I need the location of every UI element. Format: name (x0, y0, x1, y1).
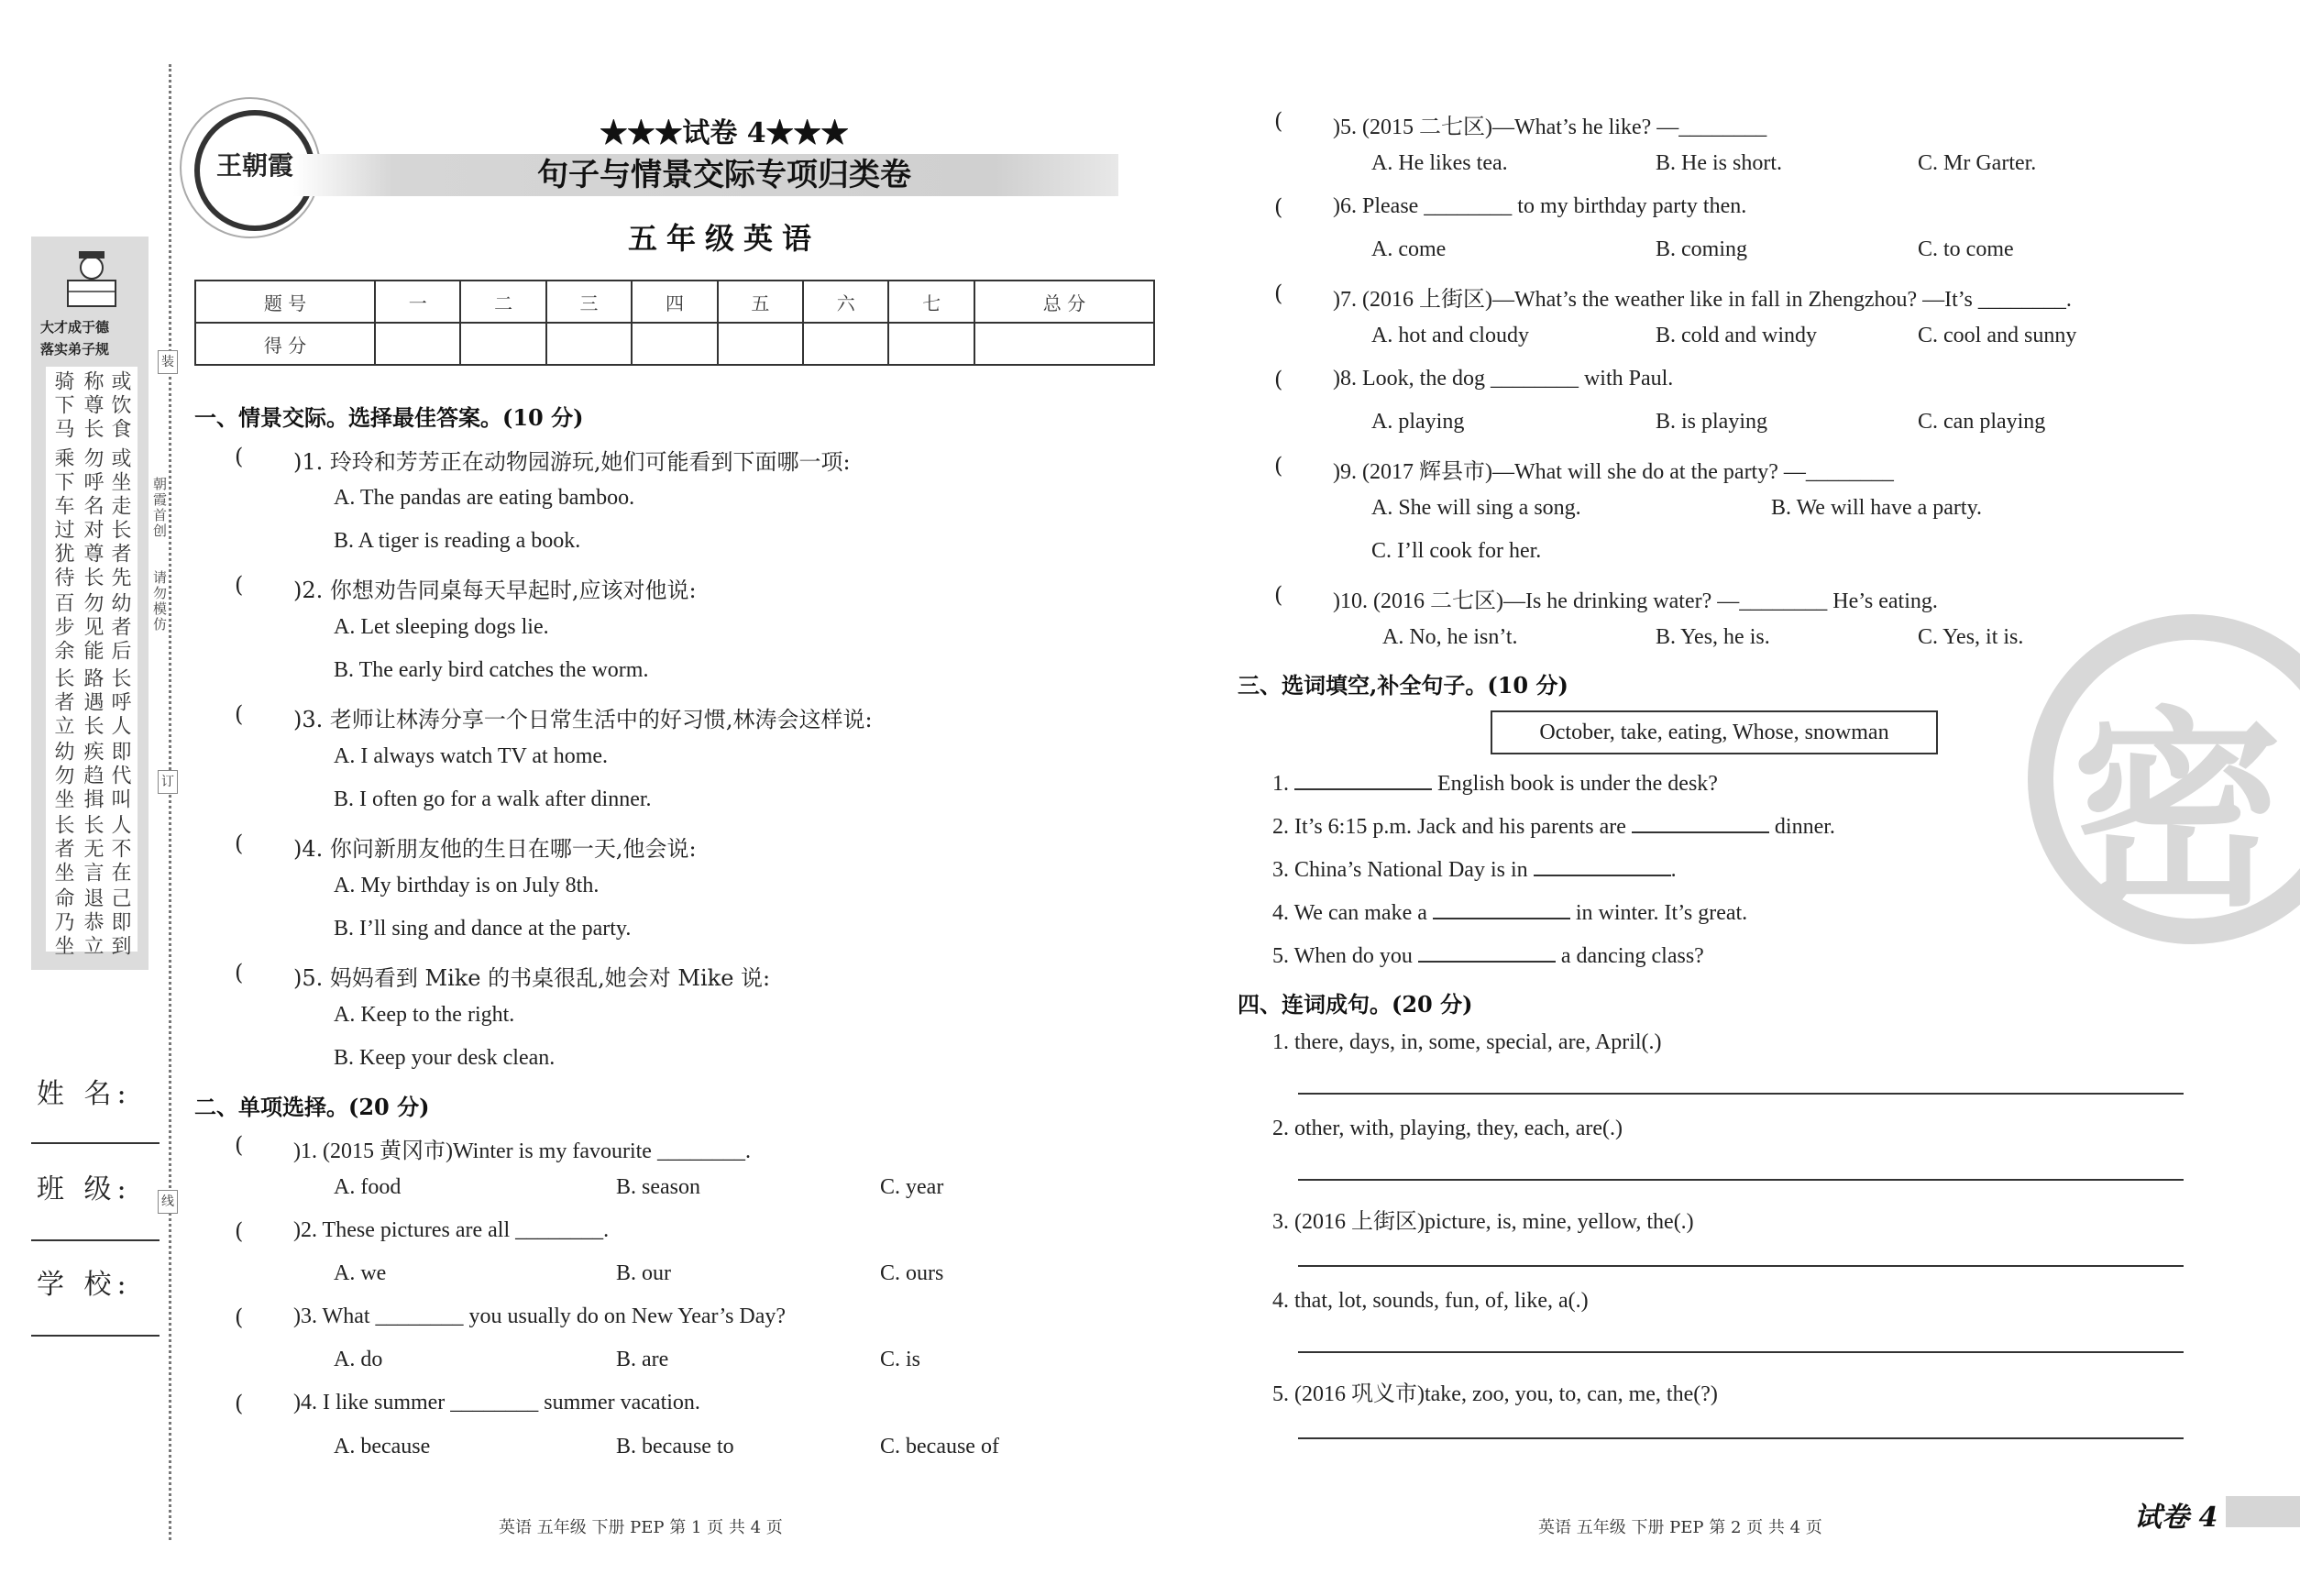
fill-blank-suffix: . (1670, 858, 1677, 882)
corner-paper-label: 试卷 4 (2134, 1502, 2218, 1534)
fill-blank-prefix: 3. China’s National Day is in (1272, 858, 1534, 882)
option: B. because to (616, 1435, 734, 1458)
motto-column: 百步余 (51, 592, 74, 664)
option: A. food (334, 1175, 402, 1199)
answer-paren[interactable]: ( (1274, 453, 1283, 479)
answer-line[interactable] (1298, 1437, 2184, 1439)
score-header-cell: 题 号 (195, 281, 375, 323)
paper-label: ★★★试卷 4★★★ (600, 117, 849, 149)
score-header-cell: 五 (718, 281, 803, 323)
fill-blank-prefix: 2. It’s 6:15 p.m. Jack and his parents are (1272, 815, 1632, 839)
answer-paren[interactable]: ( (1274, 108, 1283, 134)
score-value-row (195, 323, 1154, 365)
score-table (194, 280, 1155, 366)
score-cell[interactable] (460, 323, 545, 365)
option: A. My birthday is on July 8th. (334, 874, 600, 897)
option: A. No, he isn’t. (1382, 625, 1518, 649)
score-cell[interactable] (974, 323, 1154, 365)
option: B. A tiger is reading a book. (334, 529, 581, 553)
fill-blank-suffix: English book is under the desk? (1432, 772, 1718, 796)
option: A. hot and cloudy (1371, 324, 1529, 347)
score-header-cell: 四 (632, 281, 717, 323)
logo-text: 王朝霞 (215, 150, 293, 181)
score-header-cell: 七 (888, 281, 974, 323)
name-label: 姓 名: (37, 1078, 132, 1110)
score-cell[interactable] (803, 323, 888, 365)
option: B. The early bird catches the worm. (334, 658, 649, 682)
motto-column: 勿见能 (81, 592, 104, 664)
fill-blank-item (1272, 772, 1718, 797)
motto-column: 长者立 (51, 667, 74, 739)
score-cell[interactable] (888, 323, 974, 365)
score-row-label: 得 分 (195, 323, 375, 365)
answer-paren[interactable]: ( (235, 1132, 244, 1158)
option: C. because of (880, 1435, 999, 1458)
word-bank-box: October, take, eating, Whose, snowman (1491, 710, 1938, 754)
answer-line[interactable] (1298, 1351, 2184, 1353)
answer-paren[interactable]: ( (1274, 194, 1283, 220)
motto-column: 退恭立 (81, 887, 104, 959)
binding-mark: 装 (158, 350, 178, 374)
motto-column: 过犹待 (51, 519, 74, 590)
fill-blank-prefix: 4. We can make a (1272, 901, 1433, 925)
question-stem: )9. (2017 辉县市)—What will she do at the party? —________ (1333, 460, 1894, 484)
fill-blank-item (1272, 858, 1677, 883)
question-stem: )10. (2016 二七区)—Is he drinking water? —________ He’s eating. (1333, 589, 1938, 613)
option: B. are (616, 1348, 669, 1371)
section-4-heading: 四、连词成句。(20 分) (1238, 991, 1473, 1018)
motto-column: 长呼人 (108, 667, 131, 739)
answer-paren[interactable]: ( (235, 1304, 244, 1330)
binding-mark: 订 (158, 770, 178, 794)
answer-paren[interactable]: ( (235, 444, 244, 469)
motto-column: 或坐走 (108, 447, 131, 519)
motto-column: 己即到 (108, 887, 131, 959)
option: C. I’ll cook for her. (1371, 539, 1542, 563)
score-cell[interactable] (546, 323, 632, 365)
option: C. cool and sunny (1918, 324, 2077, 347)
answer-line[interactable] (1298, 1179, 2184, 1181)
question-stem: )3. 老师让林涛分享一个日常生活中的好习惯,林涛会这样说: (293, 707, 873, 732)
corner-tab (2226, 1496, 2300, 1527)
section-3-heading: 三、选词填空,补全句子。(10 分) (1238, 672, 1568, 699)
question-stem: )5. (2015 二七区)—What’s he like? —________ (1333, 116, 1767, 139)
fill-blank-suffix: in winter. It’s great. (1569, 901, 1748, 925)
motto-column: 勿呼名 (81, 447, 104, 519)
option: C. year (880, 1175, 944, 1199)
option: B. We will have a party. (1771, 496, 1983, 520)
motto-column: 即代叫 (108, 741, 131, 812)
fill-blank-suffix: dinner. (1768, 815, 1835, 839)
option: C. is (880, 1348, 921, 1371)
score-cell[interactable] (632, 323, 717, 365)
answer-paren[interactable]: ( (235, 572, 244, 598)
option: B. our (616, 1261, 671, 1285)
question-stem: )2. These pictures are all ________. (293, 1218, 610, 1242)
question-stem: )1. 玲玲和芳芳正在动物园游玩,她们可能看到下面哪一项: (293, 449, 851, 475)
option: A. He likes tea. (1371, 151, 1508, 175)
school-field[interactable] (31, 1335, 160, 1337)
option: B. He is short. (1656, 151, 1782, 175)
option: A. playing (1371, 410, 1465, 434)
score-header-row (195, 281, 1154, 323)
question-stem: )6. Please ________ to my birthday party then. (1333, 194, 1747, 218)
option: A. I always watch TV at home. (334, 744, 609, 768)
answer-paren[interactable]: ( (235, 1218, 244, 1244)
score-cell[interactable] (375, 323, 460, 365)
answer-paren[interactable]: ( (1274, 281, 1283, 306)
class-label: 班 级: (37, 1173, 132, 1205)
score-header-cell: 总 分 (974, 281, 1154, 323)
answer-line[interactable] (1298, 1093, 2184, 1095)
word-order-item: 1. there, days, in, some, special, are, April(.) (1272, 1030, 1662, 1054)
answer-paren[interactable]: ( (1274, 367, 1283, 392)
option: B. season (616, 1175, 700, 1199)
word-order-item: 5. (2016 巩义市)take, zoo, you, to, can, me, the(?) (1272, 1382, 1718, 1406)
fill-blank-item (1272, 815, 1835, 840)
motto-column: 长无言 (81, 814, 104, 886)
page-footer-left: 英语 五年级 下册 PEP 第 1 页 共 4 页 (499, 1518, 783, 1537)
option: A. The pandas are eating bamboo. (334, 486, 635, 510)
option: B. is playing (1656, 410, 1768, 434)
answer-line[interactable] (1298, 1265, 2184, 1267)
question-stem: )7. (2016 上街区)—What’s the weather like in fall in Zhengzhou? —It’s ________. (1333, 288, 2072, 312)
option: A. come (1371, 237, 1447, 261)
answer-paren[interactable]: ( (1274, 582, 1283, 608)
word-order-item: 3. (2016 上街区)picture, is, mine, yellow, the(.) (1272, 1210, 1694, 1234)
option: A. Keep to the right. (334, 1003, 515, 1027)
subject-title: 五年级英语 (627, 221, 820, 256)
score-header-cell: 六 (803, 281, 888, 323)
motto-column: 骑下马 (51, 370, 74, 442)
option: B. I’ll sing and dance at the party. (334, 917, 632, 941)
motto-column: 长者先 (108, 519, 131, 590)
option: B. cold and windy (1656, 324, 1817, 347)
copyright-note: 请勿模仿 (151, 570, 168, 633)
page-footer-right: 英语 五年级 下册 PEP 第 2 页 共 4 页 (1538, 1518, 1822, 1537)
motto-column: 人不在 (108, 814, 131, 886)
option: B. coming (1656, 237, 1747, 261)
question-stem: )4. 你问新朋友他的生日在哪一天,他会说: (293, 836, 697, 862)
fill-blank-line[interactable] (1433, 916, 1570, 919)
word-order-item: 4. that, lot, sounds, fun, of, like, a(.) (1272, 1289, 1589, 1313)
option: C. Mr Garter. (1918, 151, 2037, 175)
option: A. because (334, 1435, 431, 1458)
motto-column: 或饮食 (108, 370, 131, 442)
answer-paren[interactable]: ( (235, 1391, 244, 1416)
fill-blank-item (1272, 901, 1747, 926)
option: A. Let sleeping dogs lie. (334, 615, 549, 639)
score-header-cell: 一 (375, 281, 460, 323)
motto-column: 称尊长 (81, 370, 104, 442)
motto-column: 乘下车 (51, 447, 74, 519)
school-label: 学 校: (37, 1269, 132, 1301)
watermark-seal-char: 密 (2072, 688, 2283, 935)
score-header-cell: 二 (460, 281, 545, 323)
word-order-item: 2. other, with, playing, they, each, are(.) (1272, 1117, 1623, 1140)
score-cell[interactable] (718, 323, 803, 365)
fill-blank-item (1272, 944, 1704, 969)
answer-paren[interactable]: ( (235, 831, 244, 856)
fill-blank-line[interactable] (1294, 787, 1432, 790)
fill-blank-line[interactable] (1632, 830, 1769, 833)
motto-column: 命乃坐 (51, 887, 74, 959)
motto-heading-2: 落实弟子规 (40, 341, 110, 358)
copyright-note: 朝霞首创 (151, 477, 168, 539)
motto-heading-1: 大才成于德 (40, 319, 110, 336)
binding-mark: 线 (158, 1190, 178, 1214)
option: C. can playing (1918, 410, 2046, 434)
motto-column: 幼者后 (108, 592, 131, 664)
option: C. to come (1918, 237, 2014, 261)
section-1-heading: 一、情景交际。选择最佳答案。(10 分) (194, 404, 584, 431)
motto-column: 疾趋揖 (81, 741, 104, 812)
name-field[interactable] (31, 1142, 160, 1144)
section-2-heading: 二、单项选择。(20 分) (194, 1094, 430, 1120)
motto-column: 长者坐 (51, 814, 74, 886)
answer-paren[interactable]: ( (235, 960, 244, 985)
question-stem: )8. Look, the dog ________ with Paul. (1333, 367, 1674, 391)
question-stem: )3. What ________ you usually do on New Year’s Day? (293, 1304, 787, 1328)
option: A. we (334, 1261, 387, 1285)
option: B. I often go for a walk after dinner. (334, 787, 652, 811)
option: A. do (334, 1348, 383, 1371)
answer-paren[interactable]: ( (235, 701, 244, 727)
option: C. ours (880, 1261, 944, 1285)
fill-blank-line[interactable] (1534, 873, 1671, 876)
class-field[interactable] (31, 1239, 160, 1241)
binding-dotted-line (169, 64, 171, 1540)
fill-blank-suffix: a dancing class? (1555, 944, 1704, 968)
score-header-cell: 三 (546, 281, 632, 323)
question-stem: )4. I like summer ________ summer vacation. (293, 1391, 700, 1414)
option: B. Keep your desk clean. (334, 1046, 556, 1070)
fill-blank-prefix: 1. (1272, 772, 1294, 796)
question-stem: )5. 妈妈看到 Mike 的书桌很乱,她会对 Mike 说: (293, 965, 771, 991)
option: A. She will sing a song. (1371, 496, 1581, 520)
option: B. Yes, he is. (1656, 625, 1770, 649)
motto-column: 对尊长 (81, 519, 104, 590)
question-stem: )2. 你想劝告同桌每天早起时,应该对他说: (293, 578, 697, 603)
question-stem: )1. (2015 黄冈市)Winter is my favourite ________. (293, 1139, 751, 1163)
motto-column: 路遇长 (81, 667, 104, 739)
fill-blank-line[interactable] (1418, 959, 1556, 963)
option: C. Yes, it is. (1918, 625, 2024, 649)
page-title: 句子与情景交际专项归类卷 (537, 157, 911, 193)
motto-column: 幼勿坐 (51, 741, 74, 812)
fill-blank-prefix: 5. When do you (1272, 944, 1418, 968)
